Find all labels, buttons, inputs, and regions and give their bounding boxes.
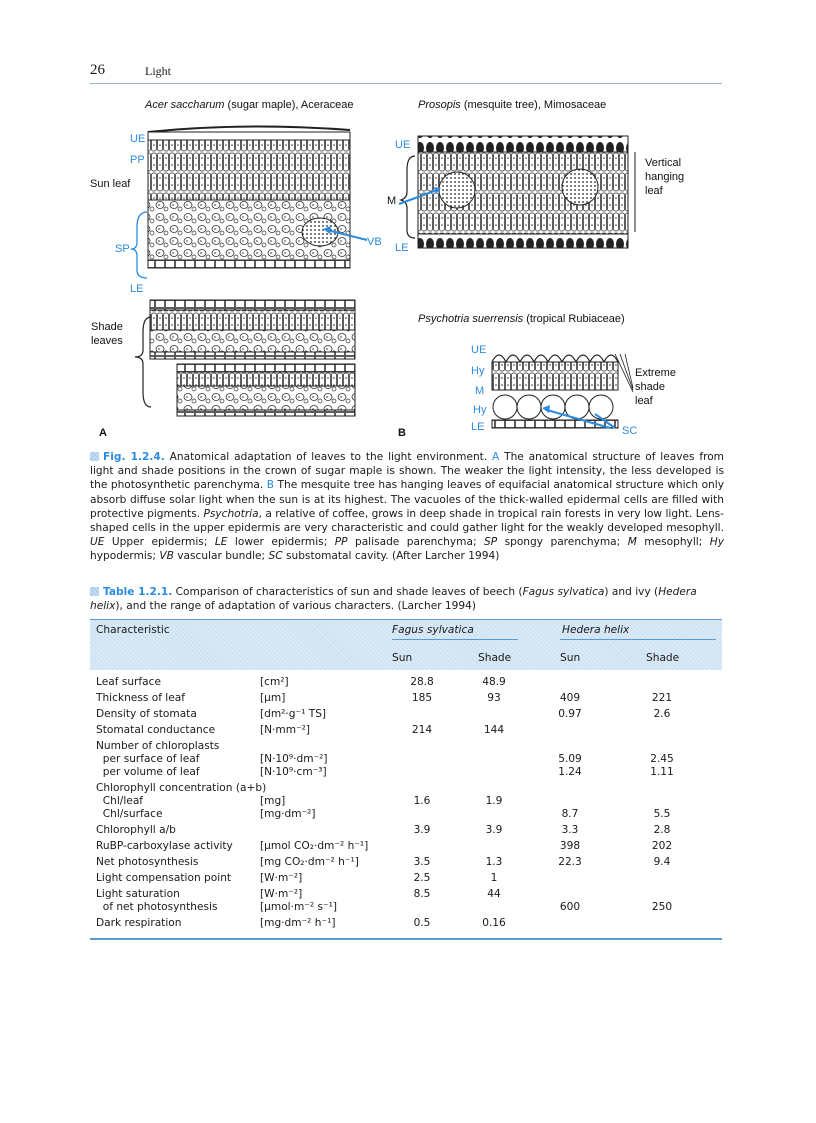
header-sun-fagus: Sun [392,652,413,664]
label-hanging: hanging [645,171,685,183]
caption-abbr: M [627,536,637,549]
figure-leaf-anatomy [85,92,725,442]
label-pp-a: PP [130,154,145,166]
caption-abbr: PP [334,536,348,549]
caption-ref-a: A [492,451,500,463]
caption-abbr: Hy [709,536,724,549]
table-row [90,766,722,780]
cell-fs: 185 [411,692,433,704]
header-rule-fagus [392,639,518,640]
comparison-table [90,619,722,940]
table-row [90,856,722,870]
cell-name: Leaf surface [96,676,161,688]
cell-fs: 1.6 [413,795,431,807]
label-sp-a: SP [115,243,130,255]
table-row [90,724,722,738]
label-le-a: LE [130,283,144,295]
label-extreme: Extreme [635,367,676,379]
label-vertical: Vertical [645,157,682,169]
cell-name: Chlorophyll a/b [96,824,176,836]
cell-fsh: 93 [487,692,501,704]
cell-unit: [mg CO₂·dm⁻² h⁻¹] [260,856,359,868]
cell-hs: 0.97 [558,708,582,720]
table-row [90,888,722,902]
caption-abbr: SP [484,536,498,549]
panel-b-title: Prosopis (mesquite tree), Mimosaceae [418,99,607,111]
cell-hsh: 202 [651,840,673,852]
table-row [90,872,722,886]
label-le-c: LE [471,421,485,433]
table-caption-text: ) and ivy ( [604,586,659,598]
cell-fs: 0.5 [413,917,431,929]
cell-name: Light saturation [96,888,180,900]
cell-unit: [N·10⁹·dm⁻²] [260,753,328,765]
sun-leaf-section [148,126,350,268]
table-marker-icon [90,587,99,596]
table-row [90,753,722,767]
cell-name: Number of chloroplasts [96,740,220,752]
label-ue-b: UE [395,139,411,151]
caption-label: Fig. 1.2.4. [103,451,165,463]
header-shade-fagus: Shade [478,652,512,664]
header-hedera: Hedera helix [562,624,630,636]
cell-name: Light compensation point [96,872,232,884]
label-shade: Shade [91,321,123,333]
caption-text: vascular bundle; [173,550,269,563]
caption-abbr: LE [214,536,228,549]
cell-fs: 3.9 [413,824,431,836]
cell-hsh: 1.11 [650,766,674,778]
label-vb-a: VB [367,236,382,248]
cell-hs: 22.3 [558,856,582,868]
panel-a-title: Acer saccharum (sugar maple), Aceraceae [145,99,354,111]
caption-abbr: VB [159,550,174,563]
cell-hs: 409 [559,692,581,704]
caption-text: substomatal cavity. (After Larcher 1994) [282,550,500,563]
table-row [90,840,722,854]
cell-unit: [mg·dm⁻² h⁻¹] [260,917,336,929]
cell-fs: 8.5 [413,888,431,900]
label-hy-c1: Hy [471,365,485,377]
header-sun-hedera: Sun [560,652,581,664]
cell-unit: [N·10⁹·cm⁻³] [260,766,327,778]
cell-name: per volume of leaf [96,766,200,778]
cell-unit: [µmol CO₂·dm⁻² h⁻¹] [260,840,369,852]
header-fagus: Fagus sylvatica [392,624,474,636]
table-caption-text: ), and the range of adaptation of various characters. (Larcher 1994) [115,600,477,613]
cell-unit: [mg·dm⁻²] [260,808,316,820]
caption-abbr: SC [268,550,283,563]
cell-name: per surface of leaf [96,753,200,765]
shade-leaf-section-2 [177,364,355,416]
cell-name: Stomatal conductance [96,724,216,736]
cell-hsh: 2.45 [650,753,674,765]
page-number: 26 [90,62,105,78]
table-row [90,808,722,822]
header-characteristic: Characteristic [96,624,170,636]
cell-hs: 600 [559,901,581,913]
cell-hs: 3.3 [561,824,579,836]
panel-letter-a: A [99,427,107,439]
cell-fsh: 1.3 [485,856,503,868]
caption-text: palisade parenchyma; [347,536,484,549]
table-row [90,795,722,809]
label-ue-c: UE [471,344,487,356]
caption-text: hypodermis; [90,550,160,563]
panel-c-title: Psychotria suerrensis (tropical Rubiaceae) [418,313,625,325]
label-sun-leaf: Sun leaf [90,178,131,190]
label-hy-c2: Hy [473,404,487,416]
cell-fsh: 144 [483,724,505,736]
shade-brace [135,317,151,407]
cell-hs: 1.24 [558,766,582,778]
caption-text: , a relative of coffee, grows in deep shade in tropical rain forests in very low light. Lens-shaped cells in the upper epidermis are very characteristic and could gather light for the weakly developed mesophyll. [90,507,724,535]
shade-leaf-section-1 [150,300,355,359]
caption-italic: Psychotria [203,507,259,520]
label-m-c: M [475,385,485,397]
cell-hsh: 221 [651,692,673,704]
cell-unit: [dm²·g⁻¹ TS] [260,708,327,720]
caption-text: Upper epidermis; [104,536,215,549]
table-row [90,824,722,838]
cell-hsh: 2.8 [653,824,671,836]
caption-text: The mesquite tree has hanging leaves of equifacial anatomical structure which only absorb diffuse solar light when the sun is at its highest. The vacuoles of the thick-walled epidermal cells are filled with protective pigments. [90,479,724,520]
cell-fsh: 1 [490,872,498,884]
cell-name: Net photosynthesis [96,856,199,868]
caption-text: mesophyll; [636,536,710,549]
cell-hsh: 2.6 [653,708,671,720]
table-caption-italic: Hedera helix [90,586,697,613]
header-rule-hedera [560,639,716,640]
label-sc-c: SC [622,425,638,437]
table-row [90,708,722,722]
cell-name: Thickness of leaf [96,692,185,704]
cell-hsh: 250 [651,901,673,913]
table-row [90,692,722,706]
caption-marker-icon [90,452,99,461]
cell-unit: [µm] [260,692,286,704]
caption-text: Anatomical adaptation of leaves to the light environment. [164,451,493,463]
table-header [90,619,722,670]
cell-unit: [W·m⁻²] [260,872,303,884]
sp-brace [131,212,147,278]
cell-unit: [N·mm⁻²] [260,724,311,736]
running-title: Light [145,64,171,78]
figure-drawing [85,92,725,442]
psychotria-section [492,354,633,428]
caption-text: lower epidermis; [227,536,335,549]
cell-unit: [W·m⁻²] [260,888,303,900]
caption-text: The anatomical structure of leaves from light and shade positions in the crown of sugar maple is shown. The weaker the light intensity, the less developed is the photosynthetic parenchyma. [90,451,724,492]
cell-name: Density of stomata [96,708,197,720]
figure-caption [90,450,724,564]
label-leaves: leaves [91,335,123,347]
cell-hs: 5.09 [558,753,582,765]
cell-unit: [µmol·m⁻² s⁻¹] [260,901,338,913]
cell-name: RuBP-carboxylase activity [96,840,233,852]
table-row [90,676,722,690]
header-rule [90,83,722,84]
cell-fsh: 44 [487,888,501,900]
prosopis-section [418,136,628,248]
table-caption [90,585,724,613]
cell-fs: 3.5 [413,856,431,868]
cell-name: Chlorophyll concentration (a+b) [96,782,267,794]
table-caption-text: Comparison of characteristics of sun and shade leaves of beech ( [172,586,523,598]
cell-name: Chl/surface [96,808,163,820]
m-brace [401,156,415,238]
table-label: Table 1.2.1. [103,586,173,598]
cell-hs: 8.7 [561,808,579,820]
cell-fs: 2.5 [413,872,431,884]
cell-fsh: 48.9 [482,676,506,688]
label-le-b: LE [395,242,409,254]
table-body [90,670,722,940]
header-shade-hedera: Shade [646,652,680,664]
label-m-b: M [387,195,397,207]
label-ue-a: UE [130,133,146,145]
cell-fs: 214 [411,724,433,736]
cell-name: Dark respiration [96,917,182,929]
cell-hs: 398 [559,840,581,852]
table-row [90,901,722,915]
panel-letter-b: B [398,427,406,439]
cell-unit: [mg] [260,795,286,807]
caption-abbr: UE [90,536,105,549]
cell-hsh: 5.5 [653,808,671,820]
table-row [90,740,722,754]
table-row [90,917,722,931]
label-shade-c: shade [635,381,665,393]
caption-text: spongy parenchyma; [497,536,628,549]
label-leaf-c: leaf [635,395,653,407]
cell-name: Chl/leaf [96,795,144,807]
caption-ref-b: B [266,479,275,492]
cell-fsh: 0.16 [482,917,506,929]
cell-fs: 28.8 [410,676,434,688]
table-row [90,782,722,796]
cell-fsh: 1.9 [485,795,503,807]
table-caption-italic: Fagus sylvatica [522,586,605,598]
page-header [90,62,722,82]
cell-unit: [cm²] [260,676,289,688]
cell-fsh: 3.9 [485,824,503,836]
cell-hsh: 9.4 [653,856,671,868]
label-leaf-b: leaf [645,185,663,197]
cell-name: of net photosynthesis [96,901,218,913]
